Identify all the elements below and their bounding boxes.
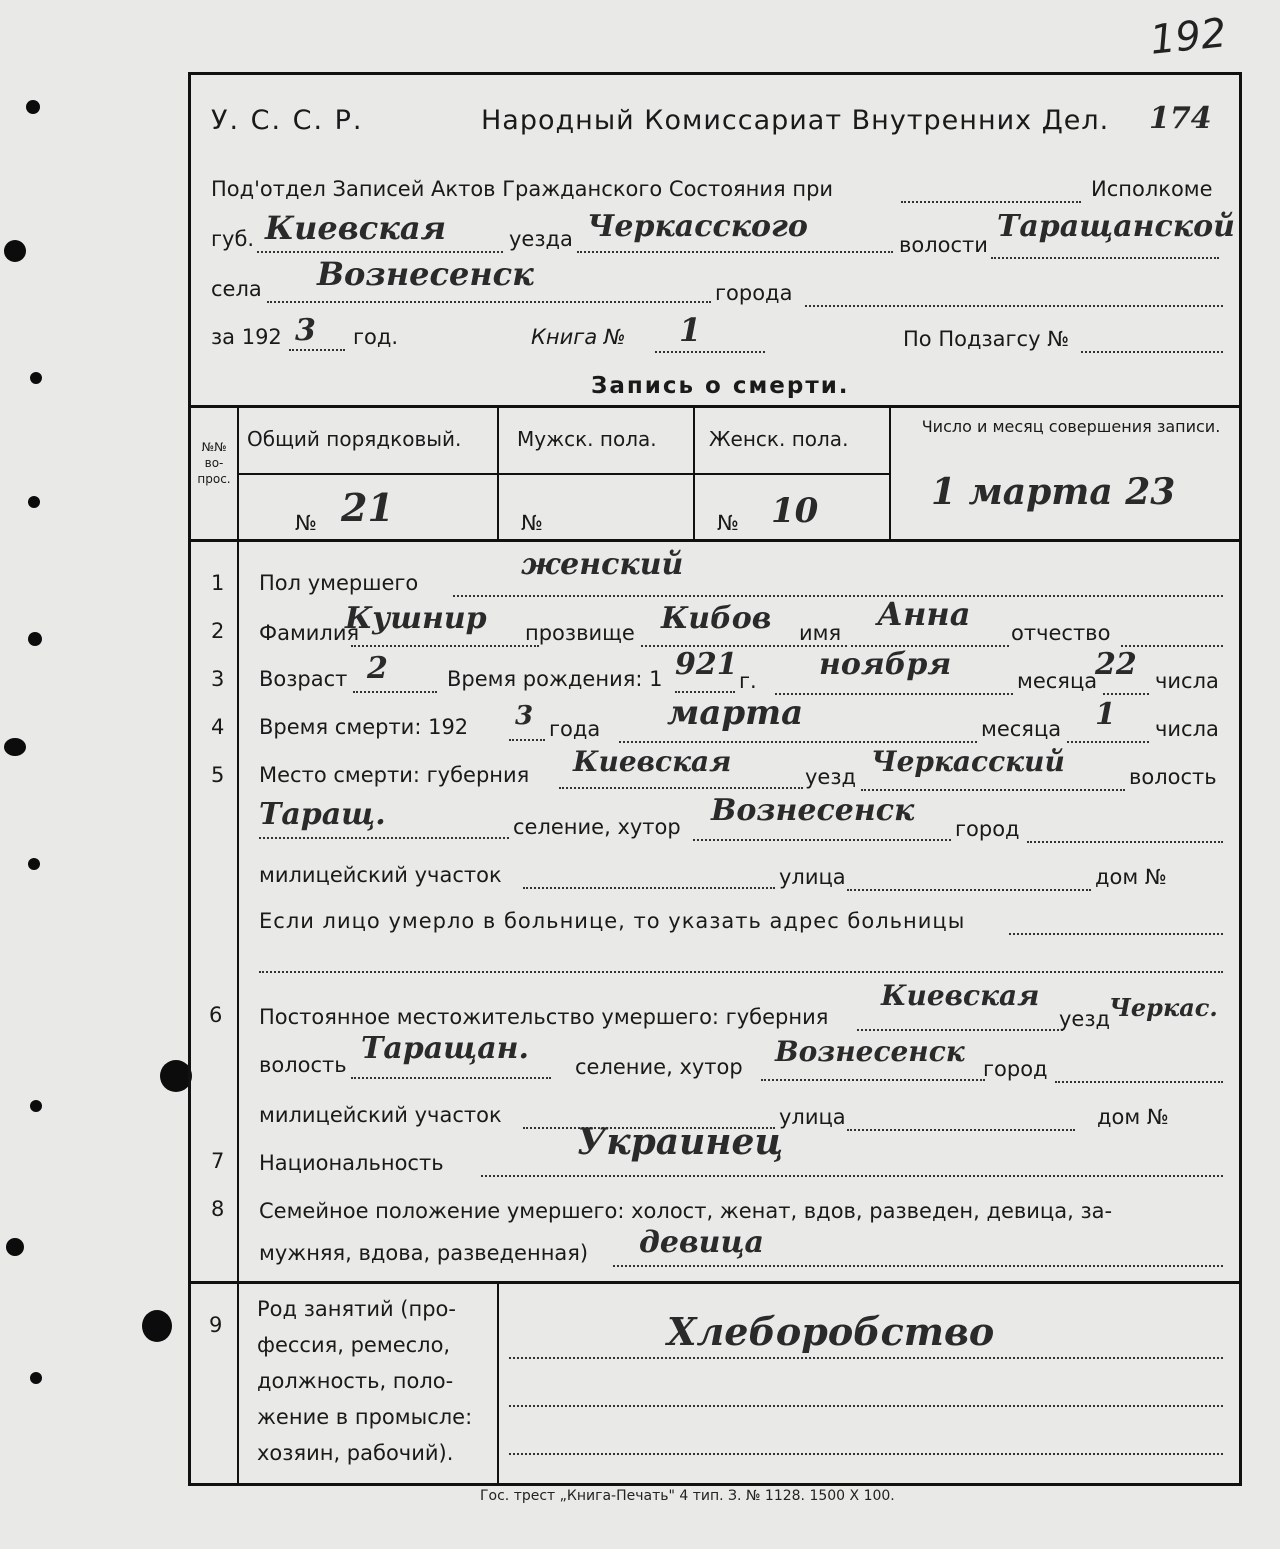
page-number: 192 xyxy=(1147,10,1229,64)
militia-label: милицейский участок xyxy=(259,863,502,887)
age-label: Возраст xyxy=(259,667,348,691)
residence-militia-label: милицейский участок xyxy=(259,1103,502,1127)
surname-label: Фамилия xyxy=(259,621,360,645)
general-num-value: 21 xyxy=(341,485,394,530)
village-value: Вознесенск xyxy=(711,793,915,828)
binder-hole xyxy=(4,738,26,756)
volost-value: Таращанской xyxy=(997,209,1235,244)
question-number-header: №№ во- прос. xyxy=(197,440,231,486)
residence-uezd-value: Черкас. xyxy=(1109,993,1218,1022)
printer-footer: Гос. трест „Книга-Печать" 4 тип. З. № 1128. 1500 X 100. xyxy=(480,1488,895,1504)
ispolkom-label: Исполкоме xyxy=(1091,177,1213,201)
gub-label: губ. xyxy=(211,227,255,251)
residence-volost-label: волость xyxy=(259,1053,347,1077)
residence-city-label: город xyxy=(983,1057,1048,1081)
binder-hole xyxy=(4,240,26,262)
birth-day-value: 22 xyxy=(1095,647,1137,682)
surname-value: Кушнир xyxy=(345,601,487,636)
uezd-value: Черкасского xyxy=(587,209,808,244)
goroda-label: города xyxy=(715,281,793,305)
birth-month-label: месяца xyxy=(1017,669,1098,693)
residence-uezd-label: уезд xyxy=(1059,1007,1111,1031)
nickname-label: прозвище xyxy=(525,621,635,645)
residence-gub-value: Киевская xyxy=(881,979,1040,1012)
age-value: 2 xyxy=(367,651,388,686)
death-day-value: 1 xyxy=(1095,697,1116,732)
binder-hole xyxy=(28,858,40,870)
row-number: 5 xyxy=(211,763,225,787)
year-label: за 192 xyxy=(211,325,282,349)
death-day-label: числа xyxy=(1155,717,1219,741)
uezd-label: уезда xyxy=(509,227,573,251)
death-place-volost-value: Таращ. xyxy=(259,797,386,832)
commissariat-title: Народный Комиссариат Внутренних Дел. xyxy=(481,105,1110,136)
death-place-label: Место смерти: губерния xyxy=(259,763,530,787)
death-place-uezd-value: Черкасский xyxy=(871,745,1065,778)
binder-hole xyxy=(26,100,40,114)
republic-label: У. С. С. Р. xyxy=(211,105,364,136)
sex-label: Пол умершего xyxy=(259,571,419,595)
gub-value: Киевская xyxy=(265,209,447,247)
sex-value: женский xyxy=(521,547,684,582)
occupation-label-3: должность, поло- xyxy=(257,1369,454,1393)
row-number: 8 xyxy=(211,1197,225,1221)
row-number: 7 xyxy=(211,1149,225,1173)
death-record-form xyxy=(188,72,1242,1486)
death-place-gub-value: Киевская xyxy=(573,745,732,778)
death-month-label: месяца xyxy=(981,717,1062,741)
death-month-value: марта xyxy=(667,693,804,733)
col-date-header: Число и месяц совершения записи. xyxy=(921,417,1221,436)
death-place-volost-label: волость xyxy=(1129,765,1217,789)
general-num-label: № xyxy=(295,511,317,535)
house-label: дом № xyxy=(1095,865,1167,889)
row-number: 1 xyxy=(211,571,225,595)
year-value: 3 xyxy=(295,313,316,348)
hospital-label: Если лицо умерло в больнице, то указать адрес больницы xyxy=(259,909,966,933)
binder-hole xyxy=(28,496,40,508)
residence-volost-value: Таращан. xyxy=(361,1031,529,1066)
corner-mark: 174 xyxy=(1149,101,1212,136)
record-title: Запись о смерти. xyxy=(591,373,850,399)
village-label: селение, хутор xyxy=(513,815,681,839)
col-general-header: Общий порядковый. xyxy=(247,427,462,451)
male-num-label: № xyxy=(521,511,543,535)
death-time-label: Время смерти: 192 xyxy=(259,715,469,739)
book-value: 1 xyxy=(679,311,702,349)
occupation-label-2: фессия, ремесло, xyxy=(257,1333,451,1357)
female-num-label: № xyxy=(717,511,739,535)
nickname-value: Кибов xyxy=(661,601,772,636)
birth-month-value: ноября xyxy=(819,647,952,682)
marital-value: девица xyxy=(639,1225,764,1260)
residence-label: Постоянное местожительство умершего: губерния xyxy=(259,1005,829,1029)
residence-village-value: Вознесенск xyxy=(775,1035,965,1068)
record-date-value: 1 марта 23 xyxy=(931,471,1176,513)
occupation-label-1: Род занятий (про- xyxy=(257,1297,456,1321)
residence-house-label: дом № xyxy=(1097,1105,1169,1129)
marital-label: Семейное положение умершего: холост, женат, вдов, разведен, девица, за- xyxy=(259,1199,1113,1223)
row-number: 3 xyxy=(211,667,225,691)
street-label: улица xyxy=(779,865,846,889)
birth-day-label: числа xyxy=(1155,669,1219,693)
god-label: год. xyxy=(353,325,399,349)
sela-value: Вознесенск xyxy=(317,255,534,293)
death-year-value: 3 xyxy=(515,701,534,731)
podzags-label: По Подзагсу № xyxy=(903,327,1070,351)
nationality-value: Украинец xyxy=(577,1121,784,1163)
occupation-value: Хлеборобство xyxy=(667,1309,995,1354)
row-number: 9 xyxy=(209,1313,223,1337)
marital-label-cont: мужняя, вдова, разведенная) xyxy=(259,1241,589,1265)
residence-village-label: селение, хутор xyxy=(575,1055,743,1079)
name-value: Анна xyxy=(877,595,971,633)
book-label: Книга № xyxy=(531,325,626,349)
death-goda-label: года xyxy=(549,717,601,741)
volost-label: волости xyxy=(899,233,988,257)
patronymic-label: отчество xyxy=(1011,621,1111,645)
binder-hole xyxy=(30,372,42,384)
subdept-line: Под'отдел Записей Актов Гражданского Состояния при xyxy=(211,177,834,201)
binder-hole xyxy=(28,632,42,646)
binder-hole xyxy=(142,1310,172,1342)
sela-label: села xyxy=(211,277,262,301)
female-num-value: 10 xyxy=(771,491,819,531)
occupation-label-5: хозяин, рабочий). xyxy=(257,1441,454,1465)
nationality-label: Национальность xyxy=(259,1151,444,1175)
binder-hole xyxy=(30,1100,42,1112)
city-label: город xyxy=(955,817,1020,841)
row-number: 2 xyxy=(211,619,225,643)
residence-street-label: улица xyxy=(779,1105,846,1129)
birth-g-label: г. xyxy=(739,669,757,693)
row-number: 6 xyxy=(209,1003,223,1027)
occupation-label-4: жение в промысле: xyxy=(257,1405,473,1429)
col-male-header: Мужск. пола. xyxy=(517,427,657,451)
row-number: 4 xyxy=(211,715,225,739)
binder-hole xyxy=(30,1372,42,1384)
birth-label: Время рождения: 1 xyxy=(447,667,663,691)
birth-year-value: 921 xyxy=(675,647,738,682)
col-female-header: Женск. пола. xyxy=(709,427,849,451)
death-place-uezd-label: уезд xyxy=(805,765,857,789)
binder-hole xyxy=(6,1238,24,1256)
name-label: имя xyxy=(799,621,842,645)
